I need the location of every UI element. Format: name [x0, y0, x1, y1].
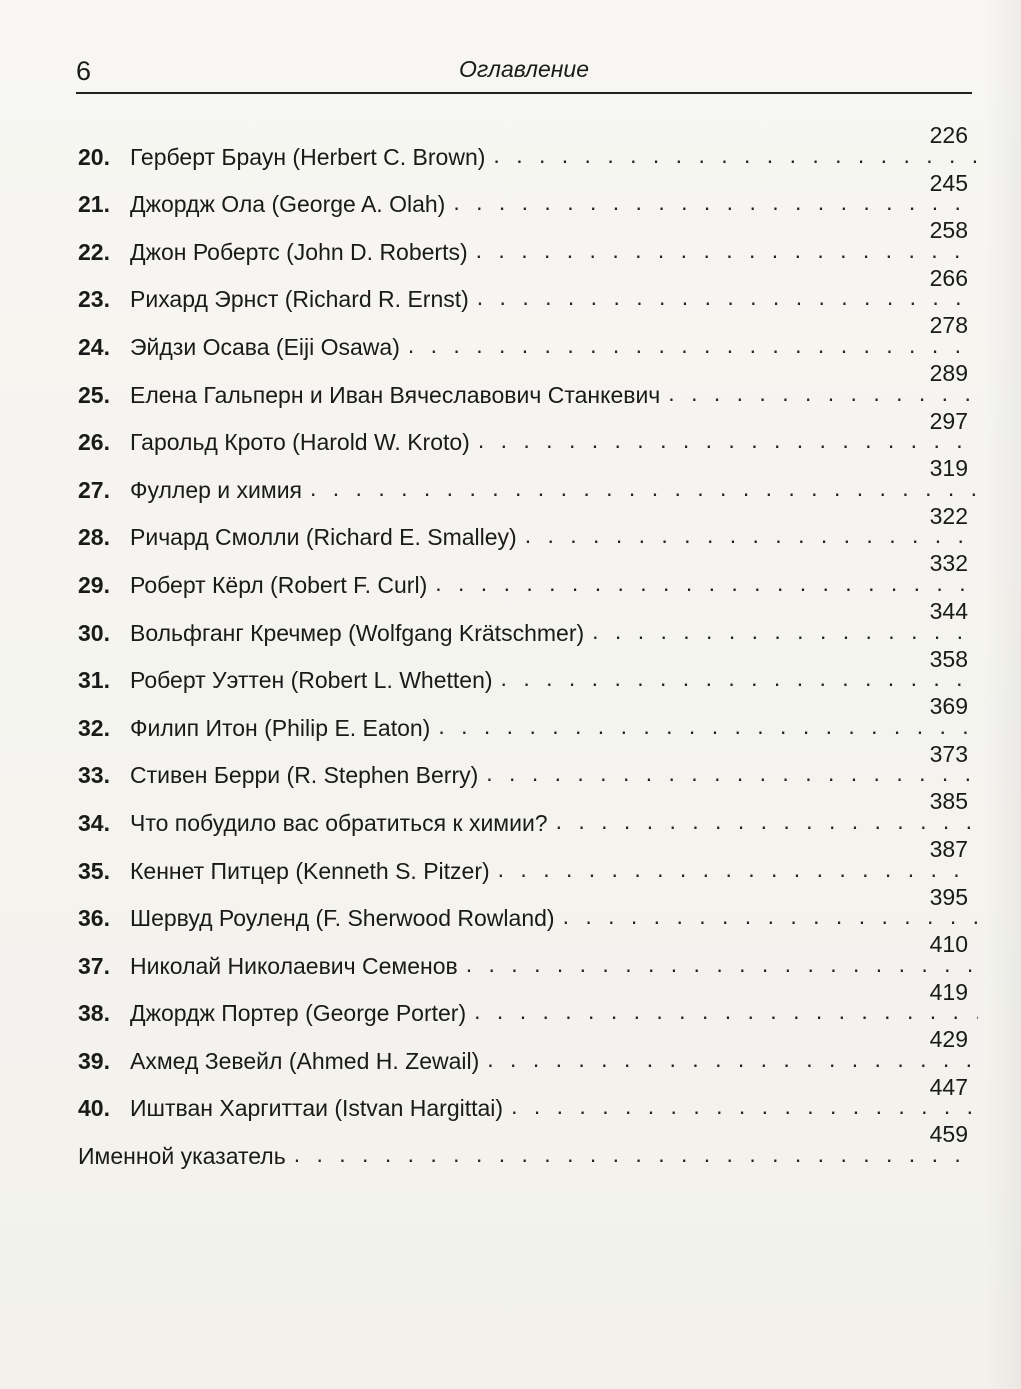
toc-entry-number: 20.: [78, 143, 110, 170]
toc-entry-page: 410: [929, 931, 968, 958]
toc-entry: [78, 170, 978, 218]
toc-leader-dots: [294, 1141, 978, 1167]
toc-entry: [78, 693, 978, 741]
toc-entry-number: 33.: [78, 762, 110, 789]
toc-entry-title: Елена Гальперн и Иван Вячеславович Станкевич: [130, 381, 661, 408]
toc-entry-title: Николай Николаевич Семенов: [130, 952, 458, 979]
toc-leader-dots: [511, 1093, 978, 1119]
toc-entry-page: 322: [929, 502, 968, 529]
toc-entry-number: 36.: [78, 905, 110, 932]
toc-entry-page: 429: [929, 1026, 968, 1053]
toc-entry-page: 258: [929, 217, 968, 244]
toc-entry-number: 38.: [78, 1000, 110, 1027]
toc-leader-dots: [556, 808, 978, 834]
toc-entry-number: 26.: [78, 429, 110, 456]
toc-entry-title: Фуллер и химия: [130, 476, 302, 503]
toc-entry-title: Филип Итон (Philip E. Eaton): [130, 714, 431, 741]
toc-entry-title: Ричард Смолли (Richard E. Smalley): [130, 524, 517, 551]
toc-entry-number: 25.: [78, 381, 110, 408]
running-title: Оглавление: [459, 56, 589, 82]
toc-entry-number: 30.: [78, 619, 110, 646]
page-header: [76, 56, 972, 94]
toc-entry-page: 245: [929, 169, 968, 196]
toc-entry: [78, 408, 978, 456]
toc-leader-dots: [438, 713, 978, 739]
toc-leader-dots: [310, 475, 978, 501]
page-edge-shadow: [985, 0, 1021, 1389]
page-number: 6: [76, 56, 92, 86]
toc-entry-number: 32.: [78, 714, 110, 741]
toc-entry-page: 344: [929, 597, 968, 624]
toc-entry-number: 23.: [78, 286, 110, 313]
toc-leader-dots: [474, 998, 978, 1024]
toc-entry: [78, 931, 978, 979]
toc-entry-title: Именной указатель: [78, 1143, 286, 1170]
toc-entry-number: 31.: [78, 667, 110, 694]
toc-entry-page: 266: [929, 264, 968, 291]
toc-leader-dots: [486, 760, 978, 786]
toc-entry-number: 24.: [78, 333, 110, 360]
toc-leader-dots: [493, 142, 978, 168]
toc-entry: [78, 265, 978, 313]
toc-entry: [78, 788, 978, 836]
toc-entry-page: 278: [929, 312, 968, 339]
toc-entry-number: 37.: [78, 952, 110, 979]
toc-entry-title: Иштван Харгиттаи (Istvan Hargittai): [130, 1095, 504, 1122]
toc-entry-title: Джордж Портер (George Porter): [130, 1000, 467, 1027]
toc-entry: [78, 1121, 978, 1169]
table-of-contents: [78, 122, 978, 1169]
toc-leader-dots: [478, 427, 978, 453]
toc-leader-dots: [476, 237, 978, 263]
toc-entry-page: 419: [929, 978, 968, 1005]
toc-entry-title: Джон Робертс (John D. Roberts): [130, 238, 468, 265]
toc-entry-page: 289: [929, 359, 968, 386]
toc-leader-dots: [525, 522, 978, 548]
toc-entry: [78, 1074, 978, 1122]
toc-entry: [78, 312, 978, 360]
toc-entry-title: Гарольд Крото (Harold W. Kroto): [130, 429, 470, 456]
toc-leader-dots: [408, 332, 978, 358]
toc-leader-dots: [498, 856, 978, 882]
toc-entry: [78, 217, 978, 265]
toc-entry: [78, 1026, 978, 1074]
toc-entry: [78, 455, 978, 503]
toc-entry-page: 358: [929, 645, 968, 672]
toc-entry-page: 447: [929, 1073, 968, 1100]
toc-entry-page: 387: [929, 835, 968, 862]
toc-entry-number: 40.: [78, 1095, 110, 1122]
toc-entry-title: Ахмед Зевейл (Ahmed H. Zewail): [130, 1047, 480, 1074]
toc-leader-dots: [435, 570, 978, 596]
toc-entry-title: Вольфганг Кречмер (Wolfgang Krätschmer): [130, 619, 585, 646]
toc-entry: [78, 503, 978, 551]
toc-entry-page: 373: [929, 740, 968, 767]
toc-entry: [78, 122, 978, 170]
toc-leader-dots: [466, 951, 978, 977]
toc-leader-dots: [592, 618, 978, 644]
toc-entry-page: 459: [929, 1121, 968, 1148]
toc-entry-number: 28.: [78, 524, 110, 551]
toc-entry-page: 319: [929, 455, 968, 482]
toc-entry-title: Герберт Браун (Herbert C. Brown): [130, 143, 486, 170]
toc-entry-page: 332: [929, 550, 968, 577]
toc-entry-title: Роберт Уэттен (Robert L. Whetten): [130, 667, 493, 694]
toc-entry-title: Эйдзи Осава (Eiji Osawa): [130, 333, 400, 360]
toc-entry-page: 226: [929, 122, 968, 148]
toc-leader-dots: [453, 189, 978, 215]
toc-entry-number: 21.: [78, 191, 110, 218]
toc-entry-page: 395: [929, 883, 968, 910]
toc-entry: [78, 598, 978, 646]
toc-leader-dots: [487, 1046, 978, 1072]
toc-entry-number: 34.: [78, 809, 110, 836]
toc-entry: [78, 979, 978, 1027]
toc-entry-page: 385: [929, 788, 968, 815]
toc-entry-number: 27.: [78, 476, 110, 503]
toc-entry-number: 35.: [78, 857, 110, 884]
toc-entry-number: 39.: [78, 1047, 110, 1074]
toc-entry-title: Роберт Кёрл (Robert F. Curl): [130, 571, 428, 598]
toc-entry: [78, 646, 978, 694]
toc-entry: [78, 741, 978, 789]
toc-entry-page: 297: [929, 407, 968, 434]
toc-entry-number: 29.: [78, 571, 110, 598]
toc-leader-dots: [501, 665, 978, 691]
toc-entry-title: Шервуд Роуленд (F. Sherwood Rowland): [130, 905, 555, 932]
toc-entry-title: Джордж Ола (George A. Olah): [130, 191, 446, 218]
toc-entry: [78, 360, 978, 408]
toc-entry-title: Рихард Эрнст (Richard R. Ernst): [130, 286, 469, 313]
toc-entry-title: Кеннет Питцер (Kenneth S. Pitzer): [130, 857, 490, 884]
toc-entry-number: 22.: [78, 238, 110, 265]
toc-entry: [78, 884, 978, 932]
toc-leader-dots: [563, 903, 978, 929]
toc-entry-page: 369: [929, 693, 968, 720]
toc-leader-dots: [477, 284, 978, 310]
toc-entry: [78, 836, 978, 884]
toc-entry-title: Что побудило вас обратиться к химии?: [130, 809, 548, 836]
toc-entry: [78, 550, 978, 598]
toc-entry-title: Стивен Берри (R. Stephen Berry): [130, 762, 479, 789]
